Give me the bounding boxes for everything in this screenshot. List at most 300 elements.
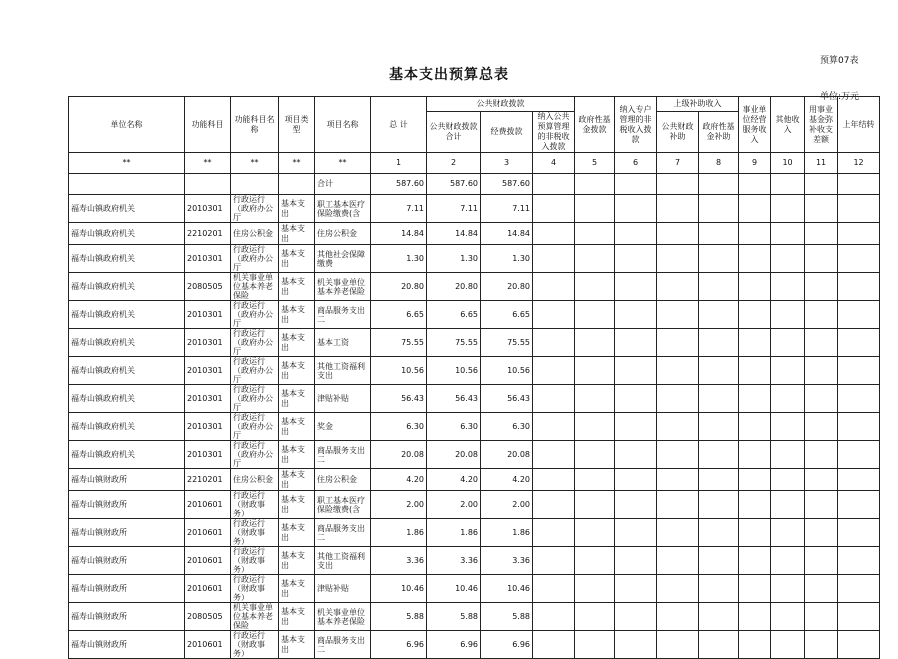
func-name-cell: 住房公积金 <box>231 469 279 491</box>
page-title: 基本支出预算总表 <box>389 67 509 83</box>
empty-cell <box>615 329 657 357</box>
header-sup-public: 公共财政补助 <box>657 112 699 153</box>
empty-cell <box>838 195 880 223</box>
item-type-cell: 基本支出 <box>279 273 315 301</box>
empty-cell <box>699 631 739 659</box>
empty-cell <box>533 385 575 413</box>
item-name-cell: 职工基本医疗保险缴费(含 <box>315 195 371 223</box>
empty-cell <box>771 329 805 357</box>
func-code-cell: 2010601 <box>185 547 231 575</box>
marker-cell: ** <box>231 153 279 174</box>
empty-cell <box>739 301 771 329</box>
func-name-cell: 住房公积金 <box>231 223 279 245</box>
empty-cell <box>739 469 771 491</box>
func-code-cell: 2010601 <box>185 575 231 603</box>
operating-amount-cell: 1.86 <box>481 519 533 547</box>
public-subtotal-cell: 3.36 <box>427 547 481 575</box>
public-subtotal-cell: 10.56 <box>427 357 481 385</box>
header-sup-fund: 政府性基金补助 <box>699 112 739 153</box>
public-subtotal-cell: 75.55 <box>427 329 481 357</box>
empty-cell <box>805 273 838 301</box>
empty-cell <box>533 631 575 659</box>
empty-cell <box>739 195 771 223</box>
header-operating: 经费拨款 <box>481 112 533 153</box>
item-name-cell: 商品服务支出二 <box>315 519 371 547</box>
empty-cell <box>805 603 838 631</box>
operating-amount-cell: 75.55 <box>481 329 533 357</box>
empty-cell <box>739 519 771 547</box>
header-carryover: 上年结转 <box>838 97 880 153</box>
budget-table <box>68 96 880 659</box>
empty-cell <box>805 469 838 491</box>
empty-cell <box>657 575 699 603</box>
item-type-cell: 基本支出 <box>279 195 315 223</box>
empty-cell <box>615 575 657 603</box>
header-func-name: 功能科目名称 <box>231 97 279 153</box>
empty-cell <box>533 547 575 575</box>
func-name-cell: 行政运行（政府办公厅 <box>231 357 279 385</box>
total-amount-cell: 1.30 <box>371 245 427 273</box>
unit-name-cell: 福寿山镇财政所 <box>69 469 185 491</box>
public-subtotal-cell: 10.46 <box>427 575 481 603</box>
item-type-cell: 基本支出 <box>279 547 315 575</box>
empty-cell <box>575 273 615 301</box>
empty-cell <box>575 441 615 469</box>
col-number: 8 <box>699 153 739 174</box>
total-amount-cell: 7.11 <box>371 195 427 223</box>
empty-cell <box>771 301 805 329</box>
func-name-cell: 行政运行（财政事务） <box>231 631 279 659</box>
empty-cell <box>699 223 739 245</box>
empty-cell <box>575 223 615 245</box>
item-type-cell: 基本支出 <box>279 385 315 413</box>
header-item-name: 项目名称 <box>315 97 371 153</box>
total-amount-cell: 10.56 <box>371 357 427 385</box>
unit-name-cell: 福寿山镇财政所 <box>69 575 185 603</box>
empty-cell <box>838 575 880 603</box>
operating-amount-cell: 3.36 <box>481 547 533 575</box>
func-code-cell: 2080505 <box>185 273 231 301</box>
header-item-type: 项目类型 <box>279 97 315 153</box>
empty-cell <box>838 603 880 631</box>
func-name-cell: 机关事业单位基本养老保险 <box>231 603 279 631</box>
empty-cell <box>533 603 575 631</box>
item-type-cell: 基本支出 <box>279 519 315 547</box>
func-code-cell: 2010301 <box>185 357 231 385</box>
marker-cell: ** <box>315 153 371 174</box>
empty-cell <box>657 223 699 245</box>
empty-cell <box>699 469 739 491</box>
func-name-cell: 行政运行（财政事务） <box>231 547 279 575</box>
total-amount-cell: 6.30 <box>371 413 427 441</box>
empty-cell <box>805 223 838 245</box>
empty-cell <box>533 575 575 603</box>
table-row <box>69 469 880 491</box>
unit-name-cell: 福寿山镇政府机关 <box>69 441 185 469</box>
empty-cell <box>575 631 615 659</box>
empty-cell <box>805 195 838 223</box>
unit-name-cell: 福寿山镇政府机关 <box>69 245 185 273</box>
total-cell: 587.60 <box>371 174 427 195</box>
func-name-cell: 行政运行（政府办公厅 <box>231 195 279 223</box>
empty-cell <box>771 547 805 575</box>
empty-cell <box>838 413 880 441</box>
empty-cell <box>533 223 575 245</box>
empty-cell <box>771 575 805 603</box>
public-subtotal-cell: 20.08 <box>427 441 481 469</box>
item-type-cell: 基本支出 <box>279 301 315 329</box>
public-subtotal-cell: 2.00 <box>427 491 481 519</box>
empty-cell <box>805 547 838 575</box>
table-row <box>69 575 880 603</box>
empty-cell <box>575 245 615 273</box>
unit-name-cell: 福寿山镇政府机关 <box>69 357 185 385</box>
func-code-cell: 2010301 <box>185 329 231 357</box>
total-amount-cell: 56.43 <box>371 385 427 413</box>
empty-cell <box>615 245 657 273</box>
empty-cell <box>771 631 805 659</box>
col-number: 4 <box>533 153 575 174</box>
empty-cell <box>699 385 739 413</box>
total-amount-cell: 20.08 <box>371 441 427 469</box>
operating-amount-cell: 6.96 <box>481 631 533 659</box>
empty-cell <box>657 469 699 491</box>
empty-cell <box>699 603 739 631</box>
empty-cell <box>575 385 615 413</box>
empty-cell <box>805 301 838 329</box>
empty-cell <box>805 519 838 547</box>
empty-cell <box>615 195 657 223</box>
header-other-income: 其他收入 <box>771 97 805 153</box>
public-subtotal-cell: 5.88 <box>427 603 481 631</box>
table-row <box>69 357 880 385</box>
operating-amount-cell: 56.43 <box>481 385 533 413</box>
header-special-nontax: 纳入专户管理的非税收入拨款 <box>615 97 657 153</box>
empty-cell <box>657 547 699 575</box>
empty-cell <box>739 413 771 441</box>
empty-cell <box>575 301 615 329</box>
empty-cell <box>805 575 838 603</box>
empty-cell <box>657 441 699 469</box>
item-name-cell: 津贴补贴 <box>315 575 371 603</box>
empty-cell <box>699 547 739 575</box>
func-name-cell: 机关事业单位基本养老保险 <box>231 273 279 301</box>
col-number: 5 <box>575 153 615 174</box>
empty-cell <box>575 469 615 491</box>
empty-cell <box>575 195 615 223</box>
func-name-cell: 行政运行（财政事务） <box>231 491 279 519</box>
empty-cell <box>771 195 805 223</box>
empty-cell <box>657 519 699 547</box>
empty-cell <box>805 491 838 519</box>
public-subtotal-cell: 4.20 <box>427 469 481 491</box>
empty-cell <box>575 519 615 547</box>
empty-cell <box>739 245 771 273</box>
func-code-cell: 2010301 <box>185 413 231 441</box>
operating-amount-cell: 5.88 <box>481 603 533 631</box>
empty-cell <box>533 441 575 469</box>
table-row <box>69 329 880 357</box>
item-type-cell: 基本支出 <box>279 357 315 385</box>
item-type-cell: 基本支出 <box>279 631 315 659</box>
func-name-cell: 行政运行（政府办公厅 <box>231 385 279 413</box>
header-superior: 上级补助收入 <box>657 97 739 112</box>
item-type-cell: 基本支出 <box>279 575 315 603</box>
empty-cell <box>657 413 699 441</box>
empty-cell <box>699 329 739 357</box>
item-name-cell: 商品服务支出二 <box>315 301 371 329</box>
item-name-cell: 商品服务支出二 <box>315 631 371 659</box>
col-number: 11 <box>805 153 838 174</box>
item-type-cell: 基本支出 <box>279 469 315 491</box>
item-type-cell: 基本支出 <box>279 223 315 245</box>
public-subtotal-cell: 1.86 <box>427 519 481 547</box>
empty-cell <box>615 223 657 245</box>
table-number-label: 预算07表 <box>820 56 859 66</box>
empty-cell <box>838 357 880 385</box>
item-type-cell: 基本支出 <box>279 329 315 357</box>
func-code-cell: 2210201 <box>185 223 231 245</box>
unit-label: 单位:万元 <box>820 92 860 102</box>
unit-name-cell: 福寿山镇财政所 <box>69 547 185 575</box>
table-row <box>69 413 880 441</box>
total-amount-cell: 14.84 <box>371 223 427 245</box>
table-row <box>69 519 880 547</box>
empty-cell <box>739 385 771 413</box>
unit-name-cell: 福寿山镇政府机关 <box>69 329 185 357</box>
operating-amount-cell: 4.20 <box>481 469 533 491</box>
empty-cell <box>575 413 615 441</box>
table-row <box>69 631 880 659</box>
item-name-cell: 基本工资 <box>315 329 371 357</box>
empty-cell <box>771 245 805 273</box>
empty-cell <box>657 273 699 301</box>
func-code-cell: 2210201 <box>185 469 231 491</box>
table-row <box>69 385 880 413</box>
operating-amount-cell: 10.56 <box>481 357 533 385</box>
unit-name-cell: 福寿山镇财政所 <box>69 603 185 631</box>
table-row <box>69 441 880 469</box>
empty-cell <box>699 413 739 441</box>
empty-cell <box>533 273 575 301</box>
empty-cell <box>838 441 880 469</box>
table-row <box>69 547 880 575</box>
empty-cell <box>739 223 771 245</box>
total-row <box>69 174 880 195</box>
empty-cell <box>699 245 739 273</box>
item-name-cell: 住房公积金 <box>315 469 371 491</box>
empty-cell <box>575 547 615 575</box>
item-name-cell: 津贴补贴 <box>315 385 371 413</box>
col-number: 1 <box>371 153 427 174</box>
item-name-cell: 其他社会保障缴费 <box>315 245 371 273</box>
empty-cell <box>615 441 657 469</box>
operating-amount-cell: 6.30 <box>481 413 533 441</box>
empty-cell <box>838 329 880 357</box>
func-name-cell: 行政运行（政府办公厅 <box>231 441 279 469</box>
empty-cell <box>771 223 805 245</box>
operating-amount-cell: 20.80 <box>481 273 533 301</box>
empty-cell <box>657 301 699 329</box>
empty-cell <box>838 631 880 659</box>
empty-cell <box>533 519 575 547</box>
total-amount-cell: 3.36 <box>371 547 427 575</box>
empty-cell <box>739 631 771 659</box>
unit-name-cell: 福寿山镇政府机关 <box>69 273 185 301</box>
public-subtotal-cell: 7.11 <box>427 195 481 223</box>
empty-cell <box>838 273 880 301</box>
empty-cell <box>657 385 699 413</box>
func-name-cell: 行政运行（政府办公厅 <box>231 301 279 329</box>
item-name-cell: 其他工资福利支出 <box>315 357 371 385</box>
empty-cell <box>739 547 771 575</box>
col-number: 3 <box>481 153 533 174</box>
header-special-account: 纳入公共预算管理的非税收入拨款 <box>533 112 575 153</box>
empty-cell <box>615 301 657 329</box>
operating-amount-cell: 14.84 <box>481 223 533 245</box>
empty-cell <box>771 519 805 547</box>
item-name-cell: 机关事业单位基本养老保险 <box>315 603 371 631</box>
empty-cell <box>533 491 575 519</box>
col-number: 2 <box>427 153 481 174</box>
total-label: 合计 <box>315 174 371 195</box>
empty-cell <box>739 491 771 519</box>
empty-cell <box>805 245 838 273</box>
total-amount-cell: 10.46 <box>371 575 427 603</box>
empty-cell <box>699 491 739 519</box>
empty-cell <box>805 441 838 469</box>
empty-cell <box>771 491 805 519</box>
empty-cell <box>615 385 657 413</box>
empty-cell <box>575 603 615 631</box>
item-name-cell: 奖金 <box>315 413 371 441</box>
empty-cell <box>657 631 699 659</box>
empty-cell <box>699 441 739 469</box>
operating-amount-cell: 7.11 <box>481 195 533 223</box>
item-type-cell: 基本支出 <box>279 491 315 519</box>
func-name-cell: 行政运行（财政事务） <box>231 519 279 547</box>
func-code-cell: 2010301 <box>185 195 231 223</box>
empty-cell <box>805 631 838 659</box>
empty-cell <box>739 329 771 357</box>
empty-cell <box>805 413 838 441</box>
empty-cell <box>533 357 575 385</box>
operating-amount-cell: 1.30 <box>481 245 533 273</box>
total-amount-cell: 4.20 <box>371 469 427 491</box>
empty-cell <box>575 575 615 603</box>
func-name-cell: 行政运行（政府办公厅 <box>231 413 279 441</box>
func-name-cell: 行政运行（财政事务） <box>231 575 279 603</box>
header-gov-fund: 政府性基金拨款 <box>575 97 615 153</box>
public-subtotal-cell: 14.84 <box>427 223 481 245</box>
empty-cell <box>739 357 771 385</box>
table-row <box>69 223 880 245</box>
empty-cell <box>771 357 805 385</box>
empty-cell <box>615 603 657 631</box>
func-code-cell: 2010301 <box>185 245 231 273</box>
func-name-cell: 行政运行（政府办公厅 <box>231 245 279 273</box>
total-cell: 587.60 <box>481 174 533 195</box>
header-fund-subsidy: 用事业基金弥补收支差额 <box>805 97 838 153</box>
empty-cell <box>615 631 657 659</box>
col-number: 9 <box>739 153 771 174</box>
table-row <box>69 195 880 223</box>
table-row <box>69 273 880 301</box>
unit-name-cell: 福寿山镇政府机关 <box>69 195 185 223</box>
empty-cell <box>838 301 880 329</box>
empty-cell <box>615 273 657 301</box>
empty-cell <box>771 385 805 413</box>
empty-cell <box>838 491 880 519</box>
empty-cell <box>657 195 699 223</box>
header-public-finance: 公共财政拨款 <box>427 97 575 112</box>
empty-cell <box>657 357 699 385</box>
func-code-cell: 2010601 <box>185 519 231 547</box>
empty-cell <box>615 413 657 441</box>
operating-amount-cell: 2.00 <box>481 491 533 519</box>
empty-cell <box>771 603 805 631</box>
item-name-cell: 商品服务支出二 <box>315 441 371 469</box>
table-row <box>69 491 880 519</box>
empty-cell <box>805 385 838 413</box>
empty-cell <box>575 491 615 519</box>
empty-cell <box>699 519 739 547</box>
empty-cell <box>533 195 575 223</box>
func-code-cell: 2080505 <box>185 603 231 631</box>
empty-cell <box>615 519 657 547</box>
empty-cell <box>615 491 657 519</box>
empty-cell <box>805 329 838 357</box>
empty-cell <box>739 603 771 631</box>
empty-cell <box>838 245 880 273</box>
empty-cell <box>771 273 805 301</box>
total-amount-cell: 6.96 <box>371 631 427 659</box>
total-amount-cell: 20.80 <box>371 273 427 301</box>
empty-cell <box>575 357 615 385</box>
empty-cell <box>699 195 739 223</box>
func-code-cell: 2010301 <box>185 385 231 413</box>
marker-cell: ** <box>185 153 231 174</box>
empty-cell <box>771 413 805 441</box>
empty-cell <box>699 357 739 385</box>
empty-cell <box>533 413 575 441</box>
public-subtotal-cell: 56.43 <box>427 385 481 413</box>
item-type-cell: 基本支出 <box>279 413 315 441</box>
empty-cell <box>533 301 575 329</box>
marker-cell: ** <box>279 153 315 174</box>
empty-cell <box>699 575 739 603</box>
empty-cell <box>838 519 880 547</box>
operating-amount-cell: 6.65 <box>481 301 533 329</box>
empty-cell <box>739 575 771 603</box>
header-service-income: 事业单位经营服务收入 <box>739 97 771 153</box>
func-code-cell: 2010301 <box>185 301 231 329</box>
col-number: 12 <box>838 153 880 174</box>
table-row <box>69 245 880 273</box>
operating-amount-cell: 10.46 <box>481 575 533 603</box>
operating-amount-cell: 20.08 <box>481 441 533 469</box>
item-name-cell: 机关事业单位基本养老保险 <box>315 273 371 301</box>
public-subtotal-cell: 6.30 <box>427 413 481 441</box>
header-func-code: 功能科目 <box>185 97 231 153</box>
empty-cell <box>615 469 657 491</box>
item-type-cell: 基本支出 <box>279 245 315 273</box>
empty-cell <box>838 469 880 491</box>
empty-cell <box>657 329 699 357</box>
unit-name-cell: 福寿山镇政府机关 <box>69 413 185 441</box>
header-total: 总 计 <box>371 97 427 153</box>
header-public-subtotal: 公共财政拨款合计 <box>427 112 481 153</box>
